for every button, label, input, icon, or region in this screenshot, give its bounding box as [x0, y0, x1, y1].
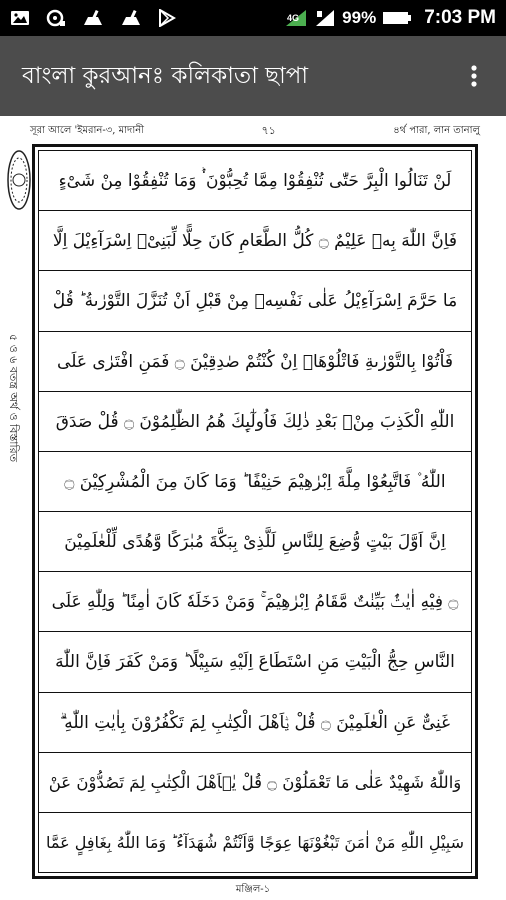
verse-line: فَاِنَّ اللّٰهَ بِهٖ عَلِیْمٌ ۝ كُلُّ الطَّعَامِ كَانَ حِلًّا لِّبَنِیْۤ اِسْرَآءِیْلَ اِلَّا — [39, 211, 471, 271]
left-margin — [2, 144, 32, 884]
svg-text:4G: 4G — [287, 13, 300, 23]
verse-line: مَا حَرَّمَ اِسْرَآءِیْلُ عَلٰی نَفْسِهٖ مِنْ قَبْلِ اَنْ تُنَزَّلَ التَّوْرٰىةُ ؕ قُلْ — [39, 271, 471, 331]
play-store-icon — [158, 9, 176, 27]
app-title: বাংলা কুরআনঃ কলিকাতা ছাপা — [22, 62, 309, 89]
verse-line: اللّٰهُ ۫ فَاتَّبِعُوْا مِلَّةَ اِبْرٰهِیْمَ حَنِیْفًا ؕ وَمَا كَانَ مِنَ الْمُشْرِكِیْنَ ۝ — [39, 452, 471, 512]
verse-frame — [32, 144, 478, 879]
page-number: ৭১ — [261, 123, 276, 137]
para-label: ৪র্থ পারা, লান তানালু — [393, 124, 480, 136]
battery-icon — [382, 10, 412, 26]
verse-line: اللّٰهِ الْكَذِبَ مِنْۢ بَعْدِ ذٰلِكَ فَاُولٰٓىِٕكَ هُمُ الظّٰلِمُوْنَ ۝ قُلْ صَدَقَ — [39, 392, 471, 452]
verse-line: غَنِیٌّ عَنِ الْعٰلَمِیْنَ ۝ قُلْ یٰۤاَهْلَ الْكِتٰبِ لِمَ تَكْفُرُوْنَ بِاٰیٰتِ اللّٰهِ ۗ — [39, 693, 471, 753]
surah-label: সূরা আলে 'ইমরান-৩, মাদানী — [30, 124, 145, 136]
verse-lines — [38, 150, 472, 873]
verse-line: فَاْتُوْا بِالتَّوْرٰىةِ فَاتْلُوْهَاۤ اِنْ كُنْتُمْ صٰدِقِیْنَ ۝ فَمَنِ افْتَرٰی عَلَی — [39, 332, 471, 392]
app-bar — [0, 36, 506, 116]
data-saver-icon — [46, 9, 66, 27]
status-bar — [0, 0, 506, 36]
verse-line: لَنْ تَنَالُوا الْبِرَّ حَتّٰى تُنْفِقُوْا مِمَّا تُحِبُّوْنَ ۬ؕ وَمَا تُنْفِقُوْا مِنْ شَیْءٍ — [39, 151, 471, 211]
clock: 7:03 PM — [424, 7, 496, 28]
battery-percent: 99% — [342, 8, 377, 27]
system-status — [278, 7, 496, 29]
verse-line: وَاللّٰهُ شَهِیْدٌ عَلٰی مَا تَعْمَلُوْنَ ۝ قُلْ یٰۤاَهْلَ الْكِتٰبِ لِمَ تَصُدُّوْنَ عَنْ — [39, 753, 471, 813]
page-header — [30, 120, 480, 142]
signal-icon — [314, 8, 336, 28]
quran-page[interactable] — [0, 116, 506, 900]
margin-note: ৫ ও ৬ বতন্ত্র অর্থ ও বিস্তারিত — [7, 334, 20, 462]
cleaner-icon — [82, 9, 104, 27]
signal-4g-icon — [284, 8, 308, 28]
image-icon — [10, 10, 30, 26]
more-vert-icon[interactable] — [464, 61, 484, 91]
manzil-footer: মঞ্জিল-১ — [235, 884, 271, 895]
verse-line: ۝ فِیْهِ اٰیٰتٌۢ بَیِّنٰتٌ مَّقَامُ اِبْرٰهِیْمَ ۚ وَمَنْ دَخَلَهٗ كَانَ اٰمِنًا ؕ وَلِلّٰهِ عَلَی — [39, 572, 471, 632]
cleaner-icon — [120, 9, 142, 27]
verse-line: النَّاسِ حِجُّ الْبَیْتِ مَنِ اسْتَطَاعَ اِلَیْهِ سَبِیْلًا ؕ وَمَنْ كَفَرَ فَاِنَّ اللّٰهَ — [39, 632, 471, 692]
verse-line: اِنَّ اَوَّلَ بَیْتٍ وُّضِعَ لِلنَّاسِ لَلَّذِیْ بِبَكَّةَ مُبٰرَكًا وَّهُدًی لِّلْعٰلَمِیْنَ — [39, 512, 471, 572]
notification-icons — [10, 9, 192, 27]
para-medallion-icon — [6, 148, 32, 212]
verse-line: سَبِیْلِ اللّٰهِ مَنْ اٰمَنَ تَبْغُوْنَهَا عِوَجًا وَّاَنْتُمْ شُهَدَآءُ ؕ وَمَا اللّٰهُ بِغَافِلٍ عَمَّا — [46, 832, 464, 852]
